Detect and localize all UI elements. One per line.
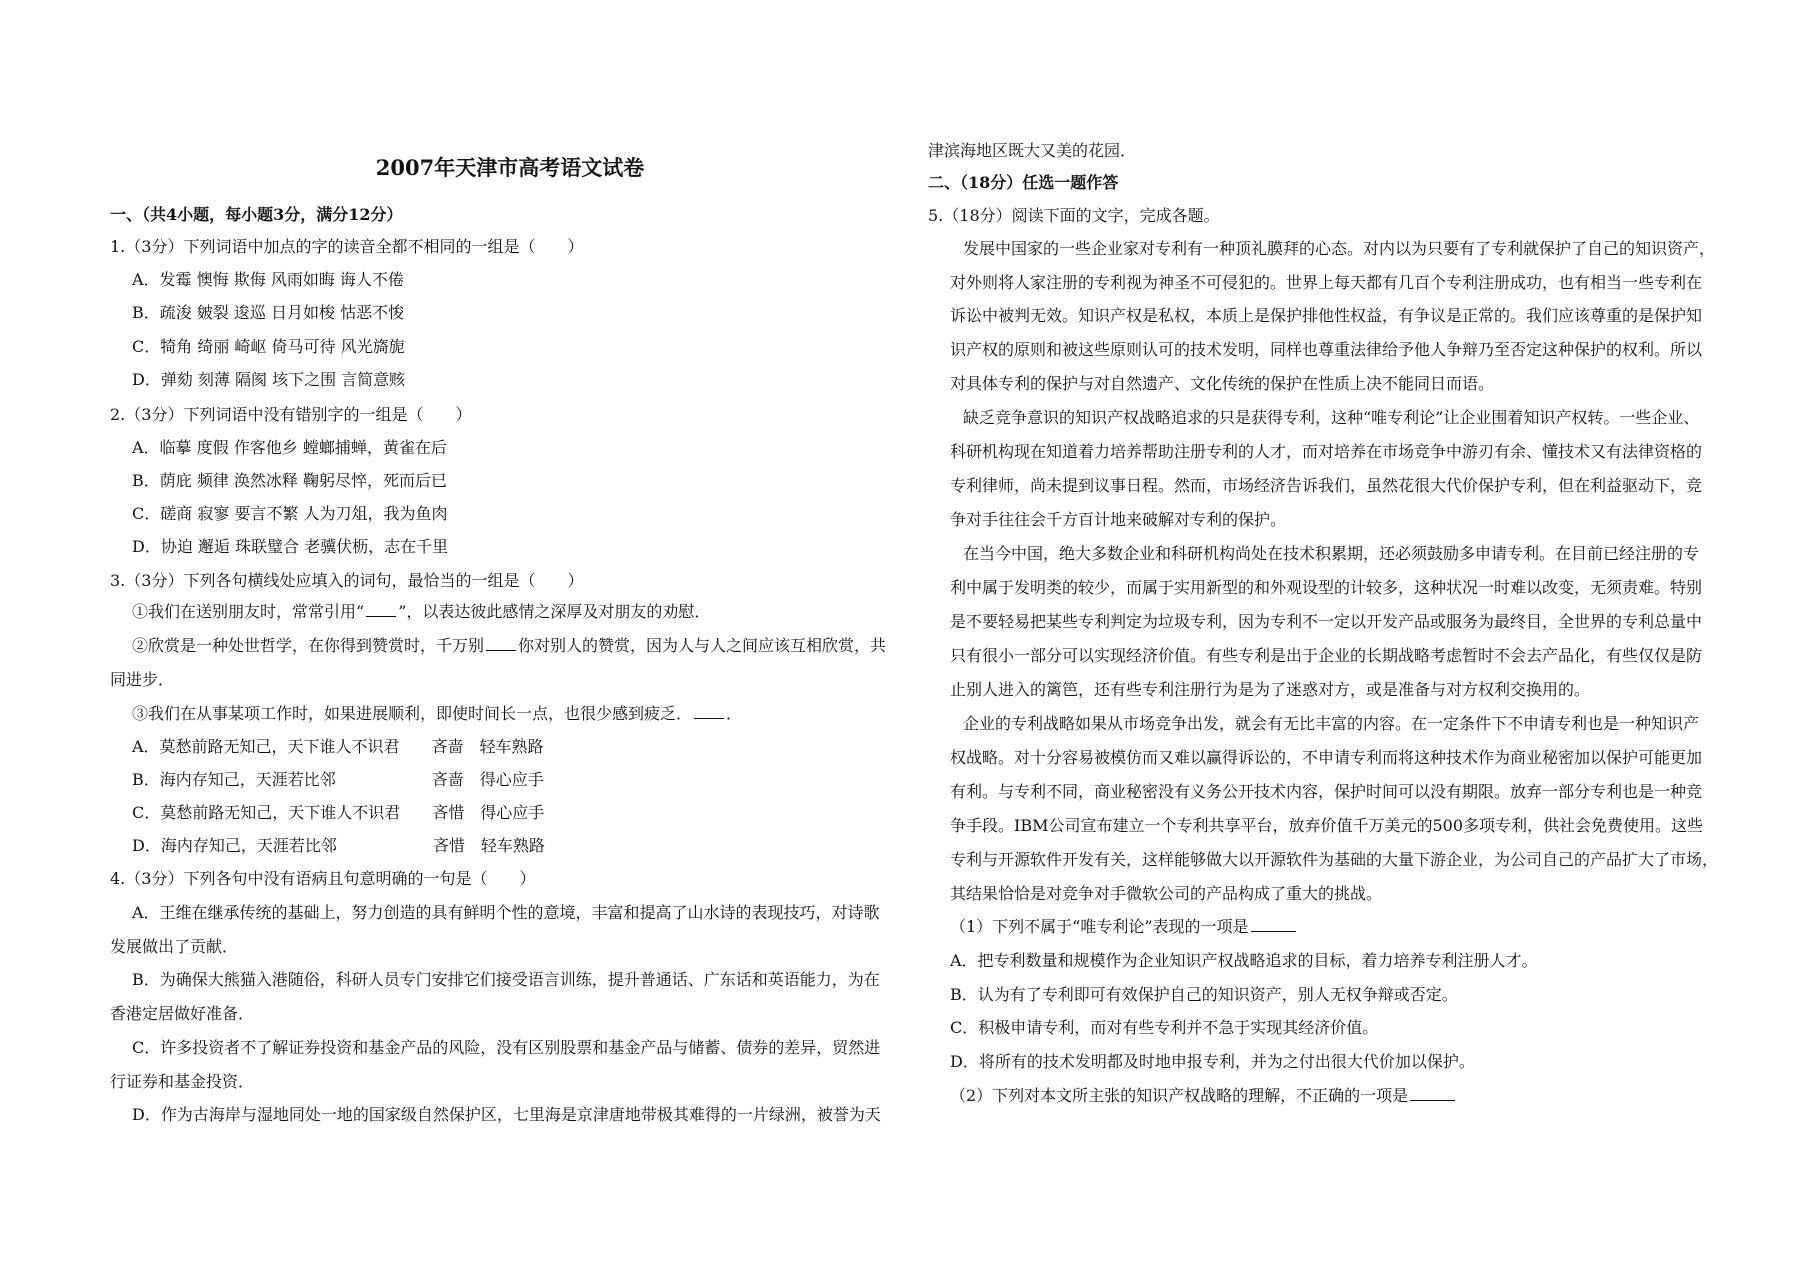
q3-s1-part-a: ①我们在送别朋友时，常常引用“ [132, 602, 365, 621]
passage-p3-line-3: 是不要轻易把某些专利判定为垃圾专利，因为专利不一定以开发产品或服务为最终目，全世界的专利总量中 [950, 612, 1703, 631]
q3-sentence-1 [132, 602, 710, 622]
sub1-option-d: D．将所有的技术发明都及时地申报专利，并为之付出很大代价加以保护。 [950, 1052, 1475, 1071]
q4-continuation: 津滨海地区既大又美的花园． [928, 141, 1137, 160]
q5-stem: 5.（18分）阅读下面的文字，完成各题。 [928, 206, 1220, 225]
sub-question-1-blank [1251, 930, 1296, 932]
passage-p3-line-2: 利中属于发明类的较少，而属于实用新型的和外观设型的计较多，这种状况一时难以改变，无须责难。特别 [950, 578, 1703, 597]
q3-s1-part-b: ”，以表达彼此感情之深厚及对朋友的劝慰． [398, 602, 711, 621]
passage-p1-line-3: 诉讼中被判无效。知识产权是私权，本质上是保护排他性权益，有争议是正常的。我们应该尊重的是保护知 [950, 306, 1703, 325]
passage-p1-line-1: 发展中国家的一些企业家对专利有一种顶礼膜拜的心态。对内以为只要有了专利就保护了自己的知识资产， [963, 239, 1716, 258]
q4-line-4: 香港定居做好准备． [110, 1004, 255, 1023]
q4-stem: 4.（3分）下列各句中没有语病且句意明确的一句是（ ） [110, 869, 536, 888]
q2-option-d: D．协迫 邂逅 珠联璧合 老骥伏枥，志在千里 [132, 537, 449, 556]
q3-s2-part-b: 你对别人的赞赏，因为人与人之间应该互相欣赏，共 [518, 636, 887, 655]
q3-s3-part-b: ． [726, 704, 743, 723]
sub-question-2-stem [950, 1086, 1457, 1106]
q3-s3-part-a: ③我们在从事某项工作时，如果进展顺利，即使时间长一点，也很少感到疲乏． [132, 704, 693, 723]
q3-sentence-3 [132, 704, 742, 724]
q1-option-c: C．犄角 绮丽 崎岖 倚马可待 风光旖旎 [132, 337, 405, 356]
q1-option-d: D．弹劾 刻薄 隔阂 垓下之围 言简意赅 [132, 370, 406, 389]
q2-option-b: B．荫庇 频律 涣然冰释 鞠躬尽悴，死而后已 [132, 471, 448, 490]
q2-option-a: A．临摹 度假 作客他乡 螳螂捕蝉，黄雀在后 [132, 438, 447, 457]
passage-p2-line-1: 缺乏竞争意识的知识产权战略追求的只是获得专利，这种“唯专利论”让企业围着知识产权转。一些企业、 [963, 408, 1700, 427]
passage-p3-line-4: 只有很小一部分可以实现经济价值。有些专利是出于企业的长期战略考虑暂时不会去产品化，有些仅仅是防 [950, 646, 1703, 665]
passage-p1-line-4: 识产权的原则和被这些原则认可的技术发明，同样也尊重法律给予他人争辩乃至否定这种保护的权利。所以 [950, 340, 1703, 359]
sub-question-2-blank [1410, 1099, 1455, 1101]
passage-p4-line-5: 专利与开源软件开发有关，这样能够做大以开源软件为基础的大量下游企业，为公司自己的产品扩大了市场， [950, 850, 1719, 869]
q4-line-6: 行证券和基金投资． [110, 1072, 255, 1091]
q4-line-3: B．为确保大熊猫入港随俗，科研人员专门安排它们接受语言训练，提升普通话、广东话和英语能力，为在 [132, 970, 880, 989]
q3-blank-1 [366, 615, 396, 617]
sub-question-1-stem [950, 917, 1298, 937]
passage-p1-line-5: 对具体专利的保护与对自然遗产、文化传统的保护在性质上决不能同日而语。 [950, 374, 1495, 393]
q2-option-c: C．磋商 寂寥 要言不繁 人为刀俎，我为鱼肉 [132, 504, 448, 523]
passage-p4-line-1: 企业的专利战略如果从市场竞争出发，就会有无比丰富的内容。在一定条件下不申请专利也是一种知识产 [963, 714, 1700, 733]
page-title: 2007年天津市高考语文试卷 [375, 155, 645, 180]
passage-p4-line-4: 争手段。IBM公司宣布建立一个专利共享平台，放弃价值千万美元的500多项专利，供社会免费使用。这些 [950, 816, 1704, 835]
q3-blank-3 [694, 717, 724, 719]
q1-option-b: B．疏浚 皴裂 逡巡 日月如梭 怙恶不悛 [132, 303, 405, 322]
q4-line-2: 发展做出了贡献． [110, 937, 239, 956]
passage-p2-line-2: 科研机构现在知道着力培养帮助注册专利的人才，而对培养在市场竞争中游刃有余、懂技术又有法律资格的 [950, 442, 1703, 461]
q2-stem: 2.（3分）下列词语中没有错别字的一组是（ ） [110, 405, 472, 424]
passage-p4-line-6: 其结果恰恰是对竞争对手微软公司的产品构成了重大的挑战。 [950, 884, 1383, 903]
q3-sentence-2 [132, 636, 886, 656]
passage-p3-line-5: 止别人进入的篱笆，还有些专利注册行为是为了迷惑对方，或是准备与对方权利交换用的。 [950, 680, 1591, 699]
sub-question-1-text: （1）下列不属于“唯专利论”表现的一项是 [950, 917, 1249, 936]
section-heading-1: 一、（共4小题，每小题3分，满分12分） [110, 205, 403, 224]
section-heading-2: 二、（18分）任选一题作答 [928, 173, 1119, 192]
passage-p2-line-4: 争对手往往会千方百计地来破解对专利的保护。 [950, 510, 1287, 529]
passage-p3-line-1: 在当今中国，绝大多数企业和科研机构尚处在技术积累期，还必须鼓励多申请专利。在目前已经注册的专 [963, 544, 1700, 563]
q3-option-d: D．海内存知己，天涯若比邻 吝惜 轻车熟路 [132, 836, 545, 855]
q3-stem: 3.（3分）下列各句横线处应填入的词句，最恰当的一组是（ ） [110, 571, 584, 590]
passage-p4-line-3: 有利。与专利不同，商业秘密没有义务公开技术内容，保护时间可以没有期限。放弃一部分专利也是一种竞 [950, 782, 1703, 801]
passage-p2-line-3: 专利律师，尚未提到议事日程。然而，市场经济告诉我们，虽然花很大代价保护专利，但在利益驱动下，竞 [950, 476, 1703, 495]
sub1-option-a: A．把专利数量和规模作为企业知识产权战略追求的目标，着力培养专利注册人才。 [950, 951, 1538, 970]
q3-option-b: B．海内存知己，天涯若比邻 吝啬 得心应手 [132, 770, 544, 789]
q4-line-7: D．作为古海岸与湿地同处一地的国家级自然保护区，七里海是京津唐地带极其难得的一片绿洲，被誉为天 [132, 1105, 881, 1124]
q1-option-a: A．发霉 懊悔 欺侮 风雨如晦 诲人不倦 [132, 270, 404, 289]
q3-option-a: A．莫愁前路无知己，天下谁人不识君 吝啬 轻车熟路 [132, 737, 544, 756]
q3-blank-2 [486, 649, 516, 651]
q3-option-c: C．莫愁前路无知己，天下谁人不识君 吝惜 得心应手 [132, 803, 545, 822]
q1-stem: 1.（3分）下列词语中加点的字的读音全都不相同的一组是（ ） [110, 237, 584, 256]
q3-s2-part-a: ②欣赏是一种处世哲学，在你得到赞赏时，千万别 [132, 636, 485, 655]
sub1-option-b: B．认为有了专利即可有效保护自己的知识资产，别人无权争辩或否定。 [950, 985, 1458, 1004]
sub1-option-c: C．积极申请专利，而对有些专利并不急于实现其经济价值。 [950, 1018, 1379, 1037]
sub-question-2-text: （2）下列对本文所主张的知识产权战略的理解，不正确的一项是 [950, 1086, 1409, 1105]
q4-line-1: A．王维在继承传统的基础上，努力创造的具有鲜明个性的意境，丰富和提高了山水诗的表现技巧，对诗歌 [132, 903, 880, 922]
q4-line-5: C．许多投资者不了解证券投资和基金产品的风险，没有区别股票和基金产品与储蓄、债券的差异，贸然进 [132, 1038, 881, 1057]
q3-sentence-2-cont: 同进步． [110, 670, 175, 689]
passage-p4-line-2: 权战略。对十分容易被模仿而又难以赢得诉讼的，不申请专利而将这种技术作为商业秘密加以保护可能更加 [950, 748, 1703, 767]
passage-p1-line-2: 对外则将人家注册的专利视为神圣不可侵犯的。世界上每天都有几百个专利注册成功，也有相当一些专利在 [950, 273, 1703, 292]
